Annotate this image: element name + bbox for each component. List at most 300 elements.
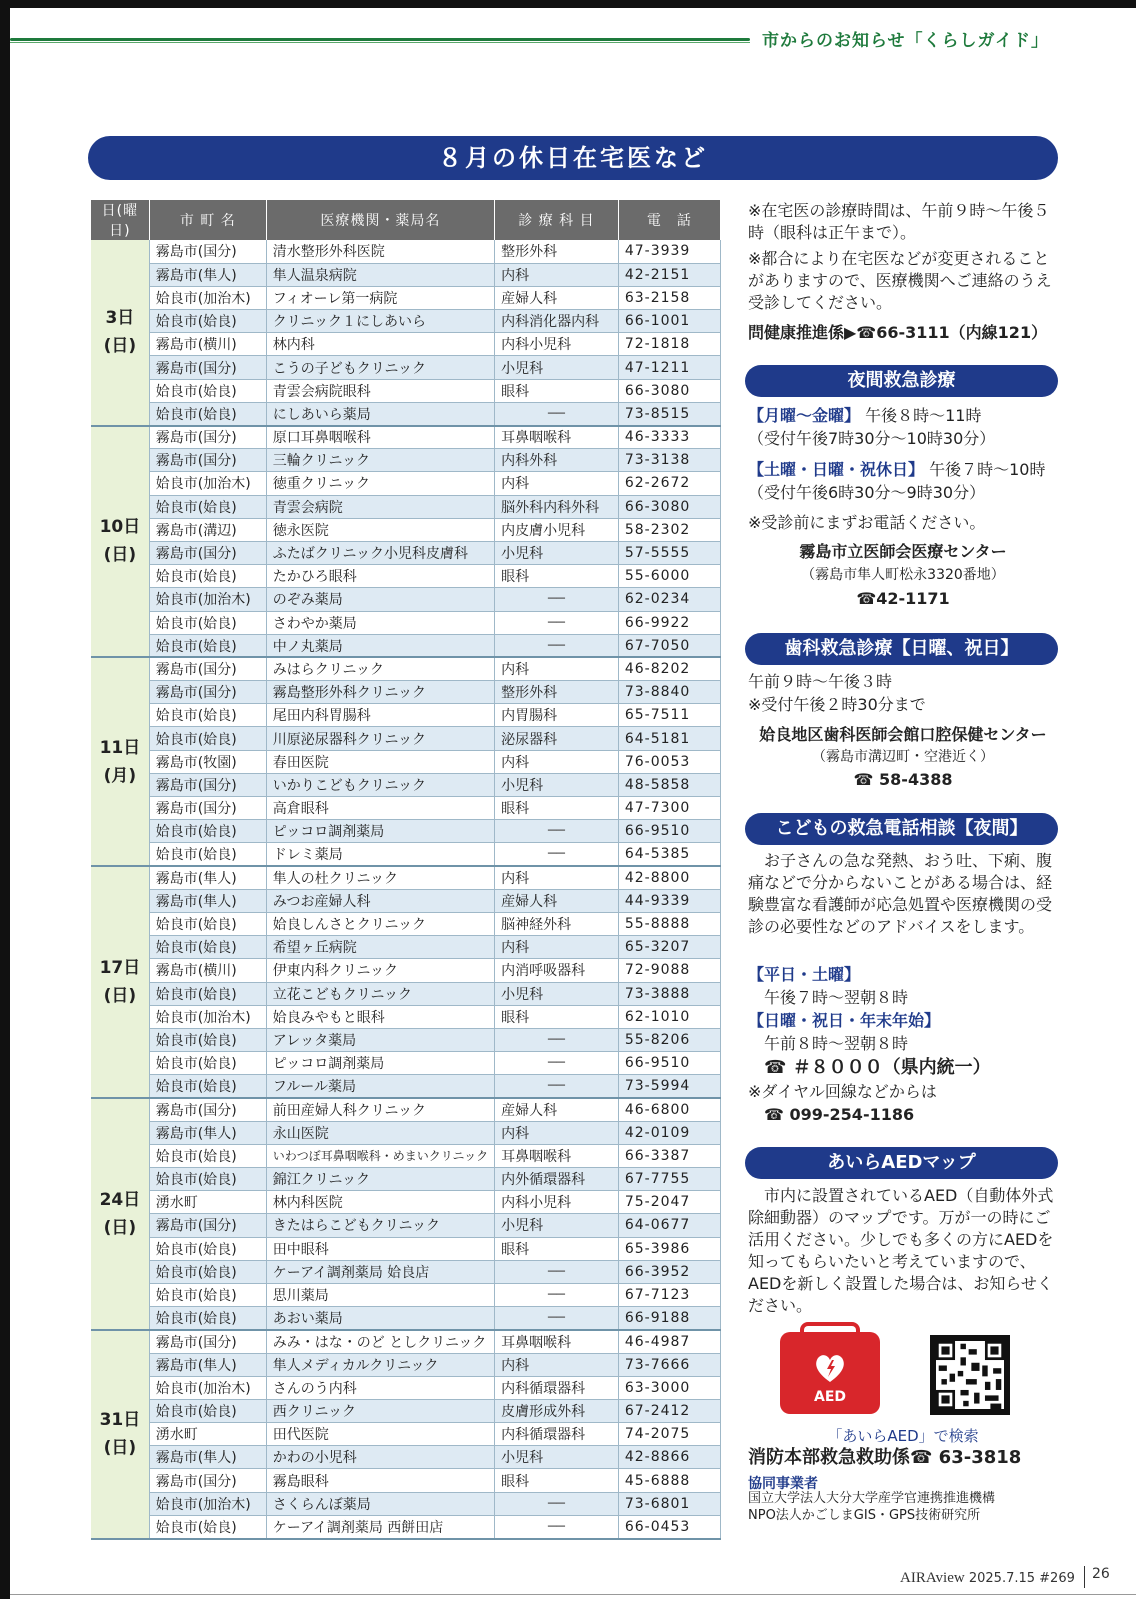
kids-phone-title: こどもの救急電話相談【夜間】 bbox=[745, 813, 1058, 845]
facility-cell: 田中眼科 bbox=[266, 1237, 494, 1260]
dental-emergency-title: 歯科救急診療【日曜、祝日】 bbox=[745, 633, 1058, 665]
holiday-doctor-table bbox=[91, 200, 721, 1540]
city-cell: 姶良市(姶良) bbox=[149, 1399, 266, 1422]
table-row bbox=[91, 866, 721, 889]
city-cell: 霧島市(国分) bbox=[149, 1098, 266, 1121]
facility-cell: クリニック１にしあいら bbox=[266, 310, 494, 333]
city-cell: 姶良市(姶良) bbox=[149, 402, 266, 425]
city-cell: 姶良市(姶良) bbox=[149, 1283, 266, 1306]
phone-cell: 46-6800 bbox=[618, 1098, 720, 1121]
night-center: 霧島市立医師会医療センター bbox=[799, 542, 1007, 561]
day-date: 17日 bbox=[99, 958, 141, 978]
facility-cell: ケーアイ調剤薬局 姶良店 bbox=[266, 1260, 494, 1283]
department-cell: 産婦人科 bbox=[495, 889, 619, 912]
facility-cell: にしあいら薬局 bbox=[266, 402, 494, 425]
city-cell: 霧島市(国分) bbox=[149, 773, 266, 796]
day-weekday: (月) bbox=[103, 765, 137, 786]
facility-cell: 中ノ丸薬局 bbox=[266, 634, 494, 657]
phone-cell: 66-1001 bbox=[618, 310, 720, 333]
city-cell: 霧島市(国分) bbox=[149, 797, 266, 820]
city-cell: 姶良市(姶良) bbox=[149, 982, 266, 1005]
facility-cell: ピッコロ調剤薬局 bbox=[266, 820, 494, 843]
facility-cell: フィオーレ第一病院 bbox=[266, 286, 494, 309]
table-row bbox=[91, 1492, 721, 1515]
city-cell: 姶良市(姶良) bbox=[149, 1237, 266, 1260]
col-header-city: 市 町 名 bbox=[149, 200, 266, 240]
phone-cell: 66-9922 bbox=[618, 611, 720, 634]
dental-address: （霧島市溝辺町・空港近く） bbox=[812, 749, 994, 765]
facility-cell: 尾田内科胃腸科 bbox=[266, 704, 494, 727]
table-row bbox=[91, 657, 721, 680]
department-cell: 泌尿器科 bbox=[495, 727, 619, 750]
page-divider bbox=[1084, 1566, 1085, 1588]
table-row bbox=[91, 1330, 721, 1353]
table-row bbox=[91, 1423, 721, 1446]
kids-holiday-time: 午前８時〜翌朝８時 bbox=[764, 1034, 909, 1053]
phone-cell: 62-0234 bbox=[618, 588, 720, 611]
table-row bbox=[91, 634, 721, 657]
phone-cell: 42-8866 bbox=[618, 1446, 720, 1469]
department-cell: 耳鼻咽喉科 bbox=[495, 1330, 619, 1353]
facility-cell: ケーアイ調剤薬局 西餅田店 bbox=[266, 1515, 494, 1538]
kids-holiday-label: 【日曜・祝日・年末年始】 bbox=[748, 1011, 941, 1030]
phone-cell: 55-8206 bbox=[618, 1028, 720, 1051]
department-cell: ── bbox=[495, 1028, 619, 1051]
issue-date: 2025.7.15 #269 bbox=[968, 1571, 1075, 1586]
facility-cell: みつお産婦人科 bbox=[266, 889, 494, 912]
phone-cell: 66-3952 bbox=[618, 1260, 720, 1283]
city-cell: 姶良市(姶良) bbox=[149, 1307, 266, 1330]
city-cell: 霧島市(隼人) bbox=[149, 866, 266, 889]
kids-number: ☎ ＃８０００（県内統一） bbox=[764, 1057, 991, 1078]
city-cell: 姶良市(加治木) bbox=[149, 1376, 266, 1399]
table-row bbox=[91, 263, 721, 286]
phone-cell: 73-8840 bbox=[618, 681, 720, 704]
phone-cell: 73-3138 bbox=[618, 449, 720, 472]
facility-cell: 姶良みやもと眼科 bbox=[266, 1005, 494, 1028]
table-row bbox=[91, 333, 721, 356]
day-date: 3日 bbox=[105, 308, 135, 329]
day-cell bbox=[91, 866, 149, 1098]
col-header-facility: 医療機関・薬局名 bbox=[266, 200, 494, 240]
facility-cell: 西クリニック bbox=[266, 1399, 494, 1422]
table-row bbox=[91, 750, 721, 773]
table-row bbox=[91, 1237, 721, 1260]
city-cell: 湧水町 bbox=[149, 1191, 266, 1214]
department-cell: ── bbox=[495, 1260, 619, 1283]
phone-cell: 73-5994 bbox=[618, 1075, 720, 1098]
phone-cell: 44-9339 bbox=[618, 889, 720, 912]
phone-cell: 66-0453 bbox=[618, 1515, 720, 1538]
department-cell: ── bbox=[495, 1515, 619, 1538]
phone-cell: 57-5555 bbox=[618, 541, 720, 564]
facility-cell: 田代医院 bbox=[266, 1423, 494, 1446]
city-cell: 霧島市(溝辺) bbox=[149, 518, 266, 541]
day-cell bbox=[91, 1330, 149, 1539]
facility-cell: 清水整形外科医院 bbox=[266, 240, 494, 263]
table-row bbox=[91, 310, 721, 333]
phone-cell: 66-9188 bbox=[618, 1307, 720, 1330]
department-cell: 内胃腸科 bbox=[495, 704, 619, 727]
night-holiday-time: 午後７時〜10時 bbox=[929, 460, 1046, 479]
city-cell: 霧島市(隼人) bbox=[149, 1121, 266, 1144]
table-row bbox=[91, 912, 721, 935]
day-weekday: (日) bbox=[103, 1217, 137, 1238]
phone-cell: 63-2158 bbox=[618, 286, 720, 309]
partners-label: 協同事業者 bbox=[748, 1476, 818, 1492]
department-cell: 整形外科 bbox=[495, 240, 619, 263]
city-cell: 姶良市(姶良) bbox=[149, 843, 266, 866]
city-cell: 霧島市(国分) bbox=[149, 657, 266, 680]
table-row bbox=[91, 611, 721, 634]
facility-cell: 原口耳鼻咽喉科 bbox=[266, 426, 494, 449]
table-row bbox=[91, 773, 721, 796]
kids-dial-note: ※ダイヤル回線などからは bbox=[748, 1082, 937, 1101]
dental-reception: ※受付午後２時30分まで bbox=[748, 695, 926, 714]
phone-cell: 67-2412 bbox=[618, 1399, 720, 1422]
table-row bbox=[91, 1283, 721, 1306]
facility-cell: 徳永医院 bbox=[266, 518, 494, 541]
department-cell: 内科小児科 bbox=[495, 1191, 619, 1214]
table-row bbox=[91, 1168, 721, 1191]
phone-cell: 42-2151 bbox=[618, 263, 720, 286]
facility-cell: 永山医院 bbox=[266, 1121, 494, 1144]
department-cell: 小児科 bbox=[495, 356, 619, 379]
city-cell: 姶良市(姶良) bbox=[149, 820, 266, 843]
day-date: 24日 bbox=[99, 1189, 141, 1210]
department-cell: 眼科 bbox=[495, 379, 619, 402]
phone-cell: 47-7300 bbox=[618, 797, 720, 820]
table-row bbox=[91, 1260, 721, 1283]
facility-cell: フルール薬局 bbox=[266, 1075, 494, 1098]
phone-cell: 64-0677 bbox=[618, 1214, 720, 1237]
table-row bbox=[91, 1214, 721, 1237]
phone-cell: 46-4987 bbox=[618, 1330, 720, 1353]
table-row bbox=[91, 1028, 721, 1051]
city-cell: 姶良市(姶良) bbox=[149, 727, 266, 750]
table-row bbox=[91, 1446, 721, 1469]
city-cell: 霧島市(隼人) bbox=[149, 889, 266, 912]
facility-cell: 青雲会病院 bbox=[266, 495, 494, 518]
phone-cell: 64-5181 bbox=[618, 727, 720, 750]
table-row bbox=[91, 1075, 721, 1098]
facility-cell: 高倉眼科 bbox=[266, 797, 494, 820]
table-row bbox=[91, 1353, 721, 1376]
facility-cell: 徳重クリニック bbox=[266, 472, 494, 495]
city-cell: 霧島市(隼人) bbox=[149, 263, 266, 286]
phone-cell: 42-8800 bbox=[618, 866, 720, 889]
day-date: 11日 bbox=[99, 737, 141, 758]
table-row bbox=[91, 1144, 721, 1167]
department-cell: ── bbox=[495, 820, 619, 843]
night-phone: ☎42-1171 bbox=[856, 589, 950, 608]
night-weekday-reception: （受付午後7時30分〜10時30分） bbox=[748, 429, 996, 448]
table-row bbox=[91, 727, 721, 750]
dental-phone: ☎ 58-4388 bbox=[853, 770, 953, 789]
night-address: （霧島市隼人町松永3320番地） bbox=[801, 567, 1005, 583]
department-cell: 内科循環器科 bbox=[495, 1423, 619, 1446]
city-cell: 姶良市(加治木) bbox=[149, 1492, 266, 1515]
city-cell: 姶良市(姶良) bbox=[149, 1144, 266, 1167]
phone-cell: 67-7123 bbox=[618, 1283, 720, 1306]
col-header-dept: 診 療 科 目 bbox=[495, 200, 619, 240]
header-rule-thin bbox=[10, 42, 750, 43]
city-cell: 霧島市(隼人) bbox=[149, 1446, 266, 1469]
facility-cell: アレッタ薬局 bbox=[266, 1028, 494, 1051]
day-weekday: (日) bbox=[103, 1438, 137, 1459]
facility-cell: さわやか薬局 bbox=[266, 611, 494, 634]
phone-cell: 75-2047 bbox=[618, 1191, 720, 1214]
city-cell: 姶良市(姶良) bbox=[149, 1168, 266, 1191]
facility-cell: 思川薬局 bbox=[266, 1283, 494, 1306]
department-cell: 産婦人科 bbox=[495, 286, 619, 309]
table-row bbox=[91, 565, 721, 588]
department-cell: 内科 bbox=[495, 472, 619, 495]
night-weekday-time: 午後８時〜11時 bbox=[865, 406, 982, 425]
department-cell: 内科循環器科 bbox=[495, 1376, 619, 1399]
facility-cell: たかひろ眼科 bbox=[266, 565, 494, 588]
night-note: ※受診前にまずお電話ください。 bbox=[748, 513, 986, 532]
aed-body: 市内に設置されているAED（自動体外式除細動器）のマップです。万が一の時にご活用ください。少しでも多くの方にAEDを知ってもらいたいと考えていますので、AEDを新しく設置した場合は、お知らせください。 bbox=[748, 1186, 1054, 1315]
facility-cell: ピッコロ調剤薬局 bbox=[266, 1052, 494, 1075]
kids-weekday-time: 午後７時〜翌朝８時 bbox=[764, 988, 909, 1007]
facility-cell: いわつぼ耳鼻咽喉科・めまいクリニック bbox=[266, 1144, 494, 1167]
table-row bbox=[91, 286, 721, 309]
department-cell: 眼科 bbox=[495, 1469, 619, 1492]
city-cell: 霧島市(牧園) bbox=[149, 750, 266, 773]
day-weekday: (日) bbox=[103, 986, 137, 1006]
city-cell: 姶良市(姶良) bbox=[149, 310, 266, 333]
department-cell: 内消呼吸器科 bbox=[495, 959, 619, 982]
department-cell: 内科 bbox=[495, 866, 619, 889]
phone-cell: 45-6888 bbox=[618, 1469, 720, 1492]
footer-issue bbox=[900, 1570, 1075, 1587]
city-cell: 姶良市(姶良) bbox=[149, 912, 266, 935]
city-cell: 霧島市(国分) bbox=[149, 1330, 266, 1353]
table-row bbox=[91, 1376, 721, 1399]
phone-cell: 67-7050 bbox=[618, 634, 720, 657]
department-cell: 内科 bbox=[495, 1121, 619, 1144]
city-cell: 湧水町 bbox=[149, 1423, 266, 1446]
facility-cell: のぞみ薬局 bbox=[266, 588, 494, 611]
city-cell: 姶良市(姶良) bbox=[149, 495, 266, 518]
qr-code-icon[interactable] bbox=[930, 1335, 1010, 1415]
department-cell: 産婦人科 bbox=[495, 1098, 619, 1121]
department-cell: 小児科 bbox=[495, 982, 619, 1005]
department-cell: 眼科 bbox=[495, 1005, 619, 1028]
table-row bbox=[91, 959, 721, 982]
table-row bbox=[91, 889, 721, 912]
night-holiday bbox=[748, 459, 1058, 481]
city-cell: 霧島市(国分) bbox=[149, 240, 266, 263]
note-change: ※都合により在宅医などが変更されることがありますので、医療機関へご連絡のうえ受診してください。 bbox=[748, 249, 1052, 312]
facility-cell: みはらクリニック bbox=[266, 657, 494, 680]
phone-cell: 55-8888 bbox=[618, 912, 720, 935]
table-row bbox=[91, 704, 721, 727]
table-row bbox=[91, 426, 721, 449]
facility-cell: かわの小児科 bbox=[266, 1446, 494, 1469]
department-cell: 内皮膚小児科 bbox=[495, 518, 619, 541]
table-row bbox=[91, 472, 721, 495]
dental-center: 姶良地区歯科医師会館口腔保健センター bbox=[759, 725, 1047, 744]
city-cell: 姶良市(姶良) bbox=[149, 704, 266, 727]
table-row bbox=[91, 1191, 721, 1214]
phone-cell: 66-3080 bbox=[618, 379, 720, 402]
table-row bbox=[91, 518, 721, 541]
table-row bbox=[91, 1469, 721, 1492]
phone-cell: 66-9510 bbox=[618, 1052, 720, 1075]
table-row bbox=[91, 1005, 721, 1028]
department-cell: 内科 bbox=[495, 1353, 619, 1376]
magazine-name: AIRAview bbox=[900, 1570, 965, 1586]
day-date: 31日 bbox=[99, 1410, 141, 1431]
night-weekday bbox=[748, 405, 1058, 427]
table-row bbox=[91, 1515, 721, 1538]
phone-cell: 48-5858 bbox=[618, 773, 720, 796]
department-cell: ── bbox=[495, 1075, 619, 1098]
phone-cell: 66-3080 bbox=[618, 495, 720, 518]
kids-dial-number: ☎ 099-254-1186 bbox=[764, 1105, 915, 1124]
phone-cell: 72-1818 bbox=[618, 333, 720, 356]
phone-cell: 72-9088 bbox=[618, 959, 720, 982]
facility-cell: みみ・はな・のど としクリニック bbox=[266, 1330, 494, 1353]
phone-cell: 58-2302 bbox=[618, 518, 720, 541]
night-holiday-label: 【土曜・日曜・祝休日】 bbox=[748, 460, 925, 479]
department-cell: 小児科 bbox=[495, 1214, 619, 1237]
city-cell: 姶良市(加治木) bbox=[149, 588, 266, 611]
day-cell bbox=[91, 426, 149, 658]
table-row bbox=[91, 797, 721, 820]
facility-cell: 霧島眼科 bbox=[266, 1469, 494, 1492]
table-row bbox=[91, 1098, 721, 1121]
table-row bbox=[91, 1307, 721, 1330]
department-cell: 小児科 bbox=[495, 773, 619, 796]
aed-search-hint: 「あいらAED」で検索 bbox=[827, 1427, 979, 1445]
night-holiday-reception: （受付午後6時30分〜9時30分） bbox=[748, 483, 986, 502]
facility-cell: あおい薬局 bbox=[266, 1307, 494, 1330]
city-cell: 霧島市(隼人) bbox=[149, 1353, 266, 1376]
day-date: 10日 bbox=[99, 517, 141, 538]
phone-cell: 73-6801 bbox=[618, 1492, 720, 1515]
table-body bbox=[91, 240, 721, 1539]
day-cell bbox=[91, 240, 149, 426]
department-cell: 内科 bbox=[495, 936, 619, 959]
department-cell: 内科小児科 bbox=[495, 333, 619, 356]
city-cell: 霧島市(国分) bbox=[149, 356, 266, 379]
page-number: 26 bbox=[1092, 1566, 1110, 1582]
footer-rule bbox=[10, 1594, 1136, 1595]
phone-cell: 64-5385 bbox=[618, 843, 720, 866]
table-row bbox=[91, 1121, 721, 1144]
facility-cell: 川原泌尿器科クリニック bbox=[266, 727, 494, 750]
city-cell: 霧島市(国分) bbox=[149, 1214, 266, 1237]
partner-1: 国立大学法人大分大学産学官連携推進機構 bbox=[748, 1491, 996, 1506]
table-row bbox=[91, 1052, 721, 1075]
page-edge bbox=[0, 0, 10, 1599]
department-cell: 小児科 bbox=[495, 541, 619, 564]
facility-cell: さんのう内科 bbox=[266, 1376, 494, 1399]
city-cell: 姶良市(加治木) bbox=[149, 472, 266, 495]
city-cell: 霧島市(国分) bbox=[149, 1469, 266, 1492]
city-cell: 姶良市(姶良) bbox=[149, 1028, 266, 1051]
health-contact: 問健康推進係▶☎66-3111（内線121） bbox=[748, 323, 1048, 342]
department-cell: ── bbox=[495, 1307, 619, 1330]
night-emergency-title: 夜間救急診療 bbox=[745, 365, 1058, 397]
city-cell: 霧島市(国分) bbox=[149, 681, 266, 704]
facility-cell: 春田医院 bbox=[266, 750, 494, 773]
aed-map-title: あいらAEDマップ bbox=[745, 1147, 1058, 1179]
facility-cell: きたはらこどもクリニック bbox=[266, 1214, 494, 1237]
table-header-row bbox=[91, 200, 721, 240]
city-cell: 姶良市(加治木) bbox=[149, 1005, 266, 1028]
day-cell bbox=[91, 1098, 149, 1330]
facility-cell: 前田産婦人科クリニック bbox=[266, 1098, 494, 1121]
phone-cell: 65-7511 bbox=[618, 704, 720, 727]
kids-weekday-label: 【平日・土曜】 bbox=[748, 965, 861, 984]
table-row bbox=[91, 588, 721, 611]
col-header-phone: 電 話 bbox=[618, 200, 720, 240]
city-cell: 姶良市(姶良) bbox=[149, 379, 266, 402]
phone-cell: 63-3000 bbox=[618, 1376, 720, 1399]
table-row bbox=[91, 936, 721, 959]
facility-cell: 霧島整形外科クリニック bbox=[266, 681, 494, 704]
city-cell: 霧島市(国分) bbox=[149, 449, 266, 472]
phone-cell: 66-3387 bbox=[618, 1144, 720, 1167]
facility-cell: ふたばクリニック小児科皮膚科 bbox=[266, 541, 494, 564]
note-hours: ※在宅医の診療時間は、午前９時〜午後５時（眼科は正午まで）。 bbox=[748, 201, 1050, 242]
facility-cell: 伊東内科クリニック bbox=[266, 959, 494, 982]
table-row bbox=[91, 449, 721, 472]
city-cell: 姶良市(姶良) bbox=[149, 936, 266, 959]
phone-cell: 42-0109 bbox=[618, 1121, 720, 1144]
table-row bbox=[91, 240, 721, 263]
phone-cell: 62-1010 bbox=[618, 1005, 720, 1028]
table-row bbox=[91, 843, 721, 866]
department-cell: 耳鼻咽喉科 bbox=[495, 1144, 619, 1167]
department-cell: 整形外科 bbox=[495, 681, 619, 704]
department-cell: 内科 bbox=[495, 750, 619, 773]
city-cell: 姶良市(姶良) bbox=[149, 634, 266, 657]
department-cell: ── bbox=[495, 1283, 619, 1306]
day-cell bbox=[91, 657, 149, 866]
department-cell: 内科外科 bbox=[495, 449, 619, 472]
phone-cell: 66-9510 bbox=[618, 820, 720, 843]
phone-cell: 65-3207 bbox=[618, 936, 720, 959]
table-row bbox=[91, 681, 721, 704]
facility-cell: 青雲会病院眼科 bbox=[266, 379, 494, 402]
facility-cell: 林内科医院 bbox=[266, 1191, 494, 1214]
aed-icon-label: AED bbox=[813, 1389, 847, 1405]
table-row bbox=[91, 820, 721, 843]
facility-cell: こうの子どもクリニック bbox=[266, 356, 494, 379]
department-cell: 眼科 bbox=[495, 1237, 619, 1260]
department-cell: 耳鼻咽喉科 bbox=[495, 426, 619, 449]
phone-cell: 47-1211 bbox=[618, 356, 720, 379]
department-cell: 内科 bbox=[495, 263, 619, 286]
city-cell: 姶良市(加治木) bbox=[149, 286, 266, 309]
facility-cell: ドレミ薬局 bbox=[266, 843, 494, 866]
header-rule bbox=[10, 38, 750, 41]
city-cell: 姶良市(姶良) bbox=[149, 1260, 266, 1283]
department-cell: 小児科 bbox=[495, 1446, 619, 1469]
phone-cell: 65-3986 bbox=[618, 1237, 720, 1260]
department-cell: ── bbox=[495, 588, 619, 611]
table-row bbox=[91, 982, 721, 1005]
day-weekday: (日) bbox=[103, 336, 137, 357]
phone-cell: 73-3888 bbox=[618, 982, 720, 1005]
city-cell: 姶良市(姶良) bbox=[149, 1052, 266, 1075]
phone-cell: 73-7666 bbox=[618, 1353, 720, 1376]
